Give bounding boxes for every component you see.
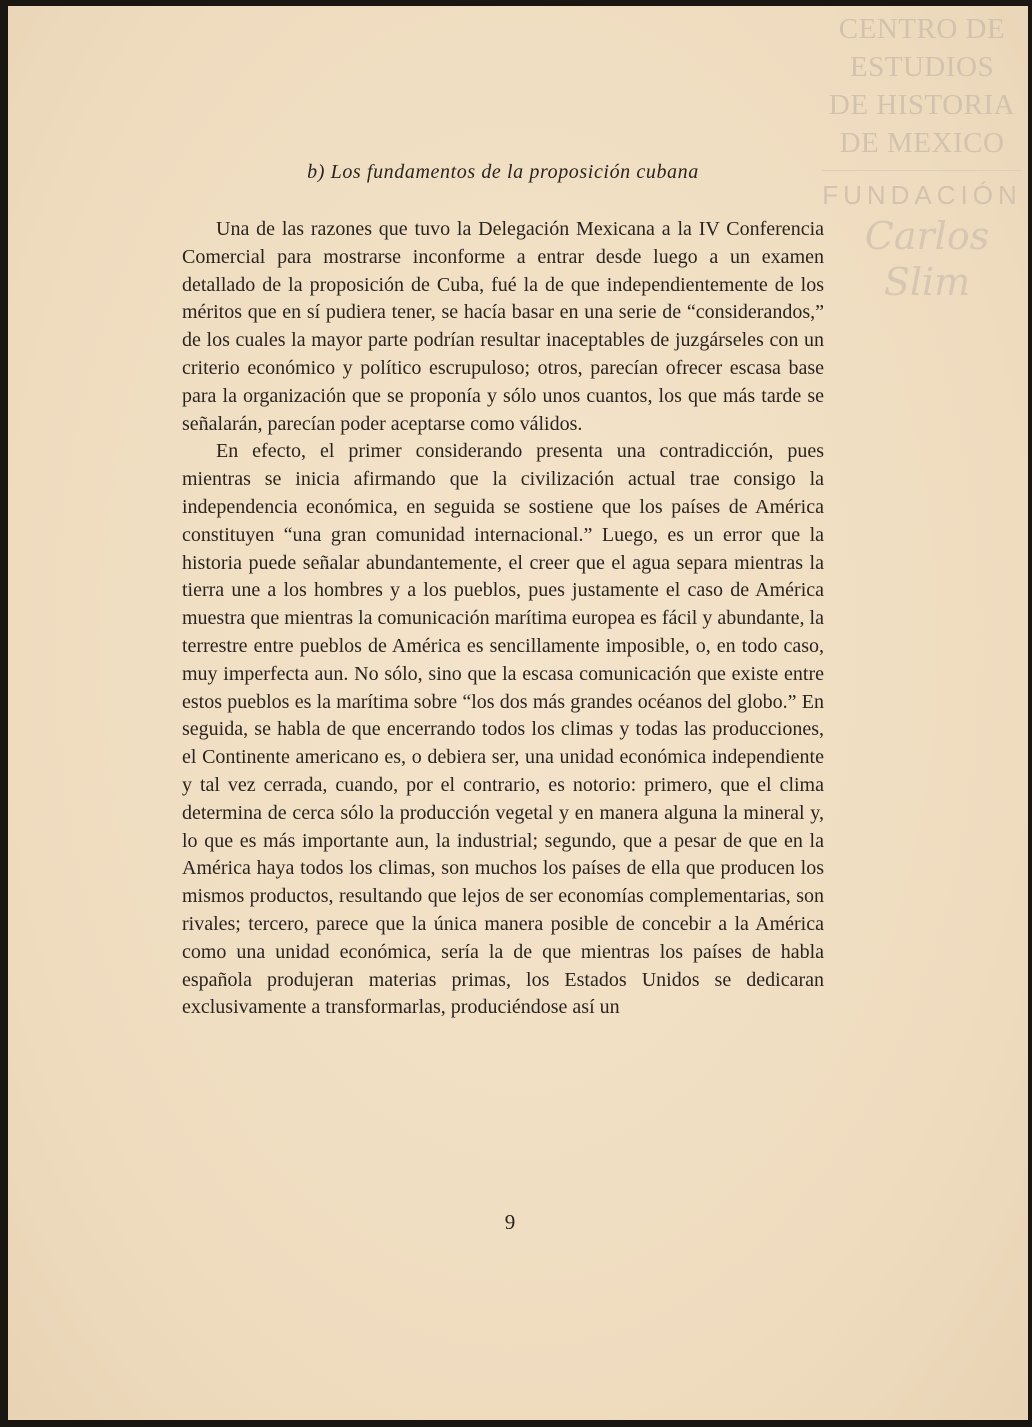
watermark-line: CENTRO DE <box>838 13 1006 45</box>
watermark-stamp <box>822 10 1022 305</box>
watermark-line: ESTUDIOS <box>849 51 995 83</box>
body-text <box>182 216 824 1022</box>
page-number: 9 <box>504 1210 516 1234</box>
document-page <box>8 6 1028 1420</box>
watermark-line: DE MEXICO <box>839 127 1005 159</box>
watermark-foundation: FUNDACIÓN <box>822 180 1022 210</box>
watermark-signature: Carlos Slim <box>864 214 990 304</box>
paragraph: En efecto, el primer considerando presenta una contradicción, pues mientras se inicia afirmando que la civilización actual trae consigo la independencia económica, en seguida se sostiene que los países de América constituyen “una gran comunidad internacional.” Luego, es un error que la historia puede señalar abundantemente, el creer que el agua separa mientras la tierra une a los hombres y a los pueblos, pues justamente el caso de América muestra que mientras la comunicación marítima europea es fácil y abundante, la terrestre entre pueblos de América es sencillamente imposible, o, en todo caso, muy imperfecta aun. No sólo, sino que la escasa comunicación que existe entre estos pueblos es la marítima sobre “los dos más grandes océanos del globo.” En seguida, se habla de que encerrando todos los climas y todas las producciones, el Continente americano es, o debiera ser, una unidad económica independiente y tal vez cerrada, cuando, por el contrario, es notorio: primero, que el clima determina de cerca sólo la producción vegetal y en manera alguna la mineral y, lo que es más importante aun, la industrial; segundo, que a pesar de que en la América haya todos los climas, son muchos los países de ella que producen los mismos productos, resultando que lejos de ser economías complementarias, son rivales; tercero, parece que la única manera posible de concebir a la América como una unidad económica, sería la de que mientras los países de habla española produjeran materias primas, los Estados Unidos se dedicaran exclusivamente a transformarlas, produciéndose así un <box>182 440 824 1019</box>
section-heading: b) Los fundamentos de la proposición cubana <box>307 161 699 183</box>
watermark-line: DE HISTORIA <box>828 89 1016 121</box>
watermark-divider <box>822 170 1022 171</box>
paragraph: Una de las razones que tuvo la Delegación Mexicana a la IV Conferencia Comercial para mostrarse inconforme a entrar desde luego a un examen detallado de la proposición de Cuba, fué la de que independientemente de los méritos que en sí pudiera tener, se hacía basar en una serie de “considerandos,” de los cuales la mayor parte podrían resultar inaceptables de juzgárseles con un criterio económico y político escrupuloso; otros, parecían ofrecer escasa base para la organización que se proponía y sólo unos cuantos, los que más tarde se señalarán, parecían poder aceptarse como válidos. <box>182 218 824 435</box>
